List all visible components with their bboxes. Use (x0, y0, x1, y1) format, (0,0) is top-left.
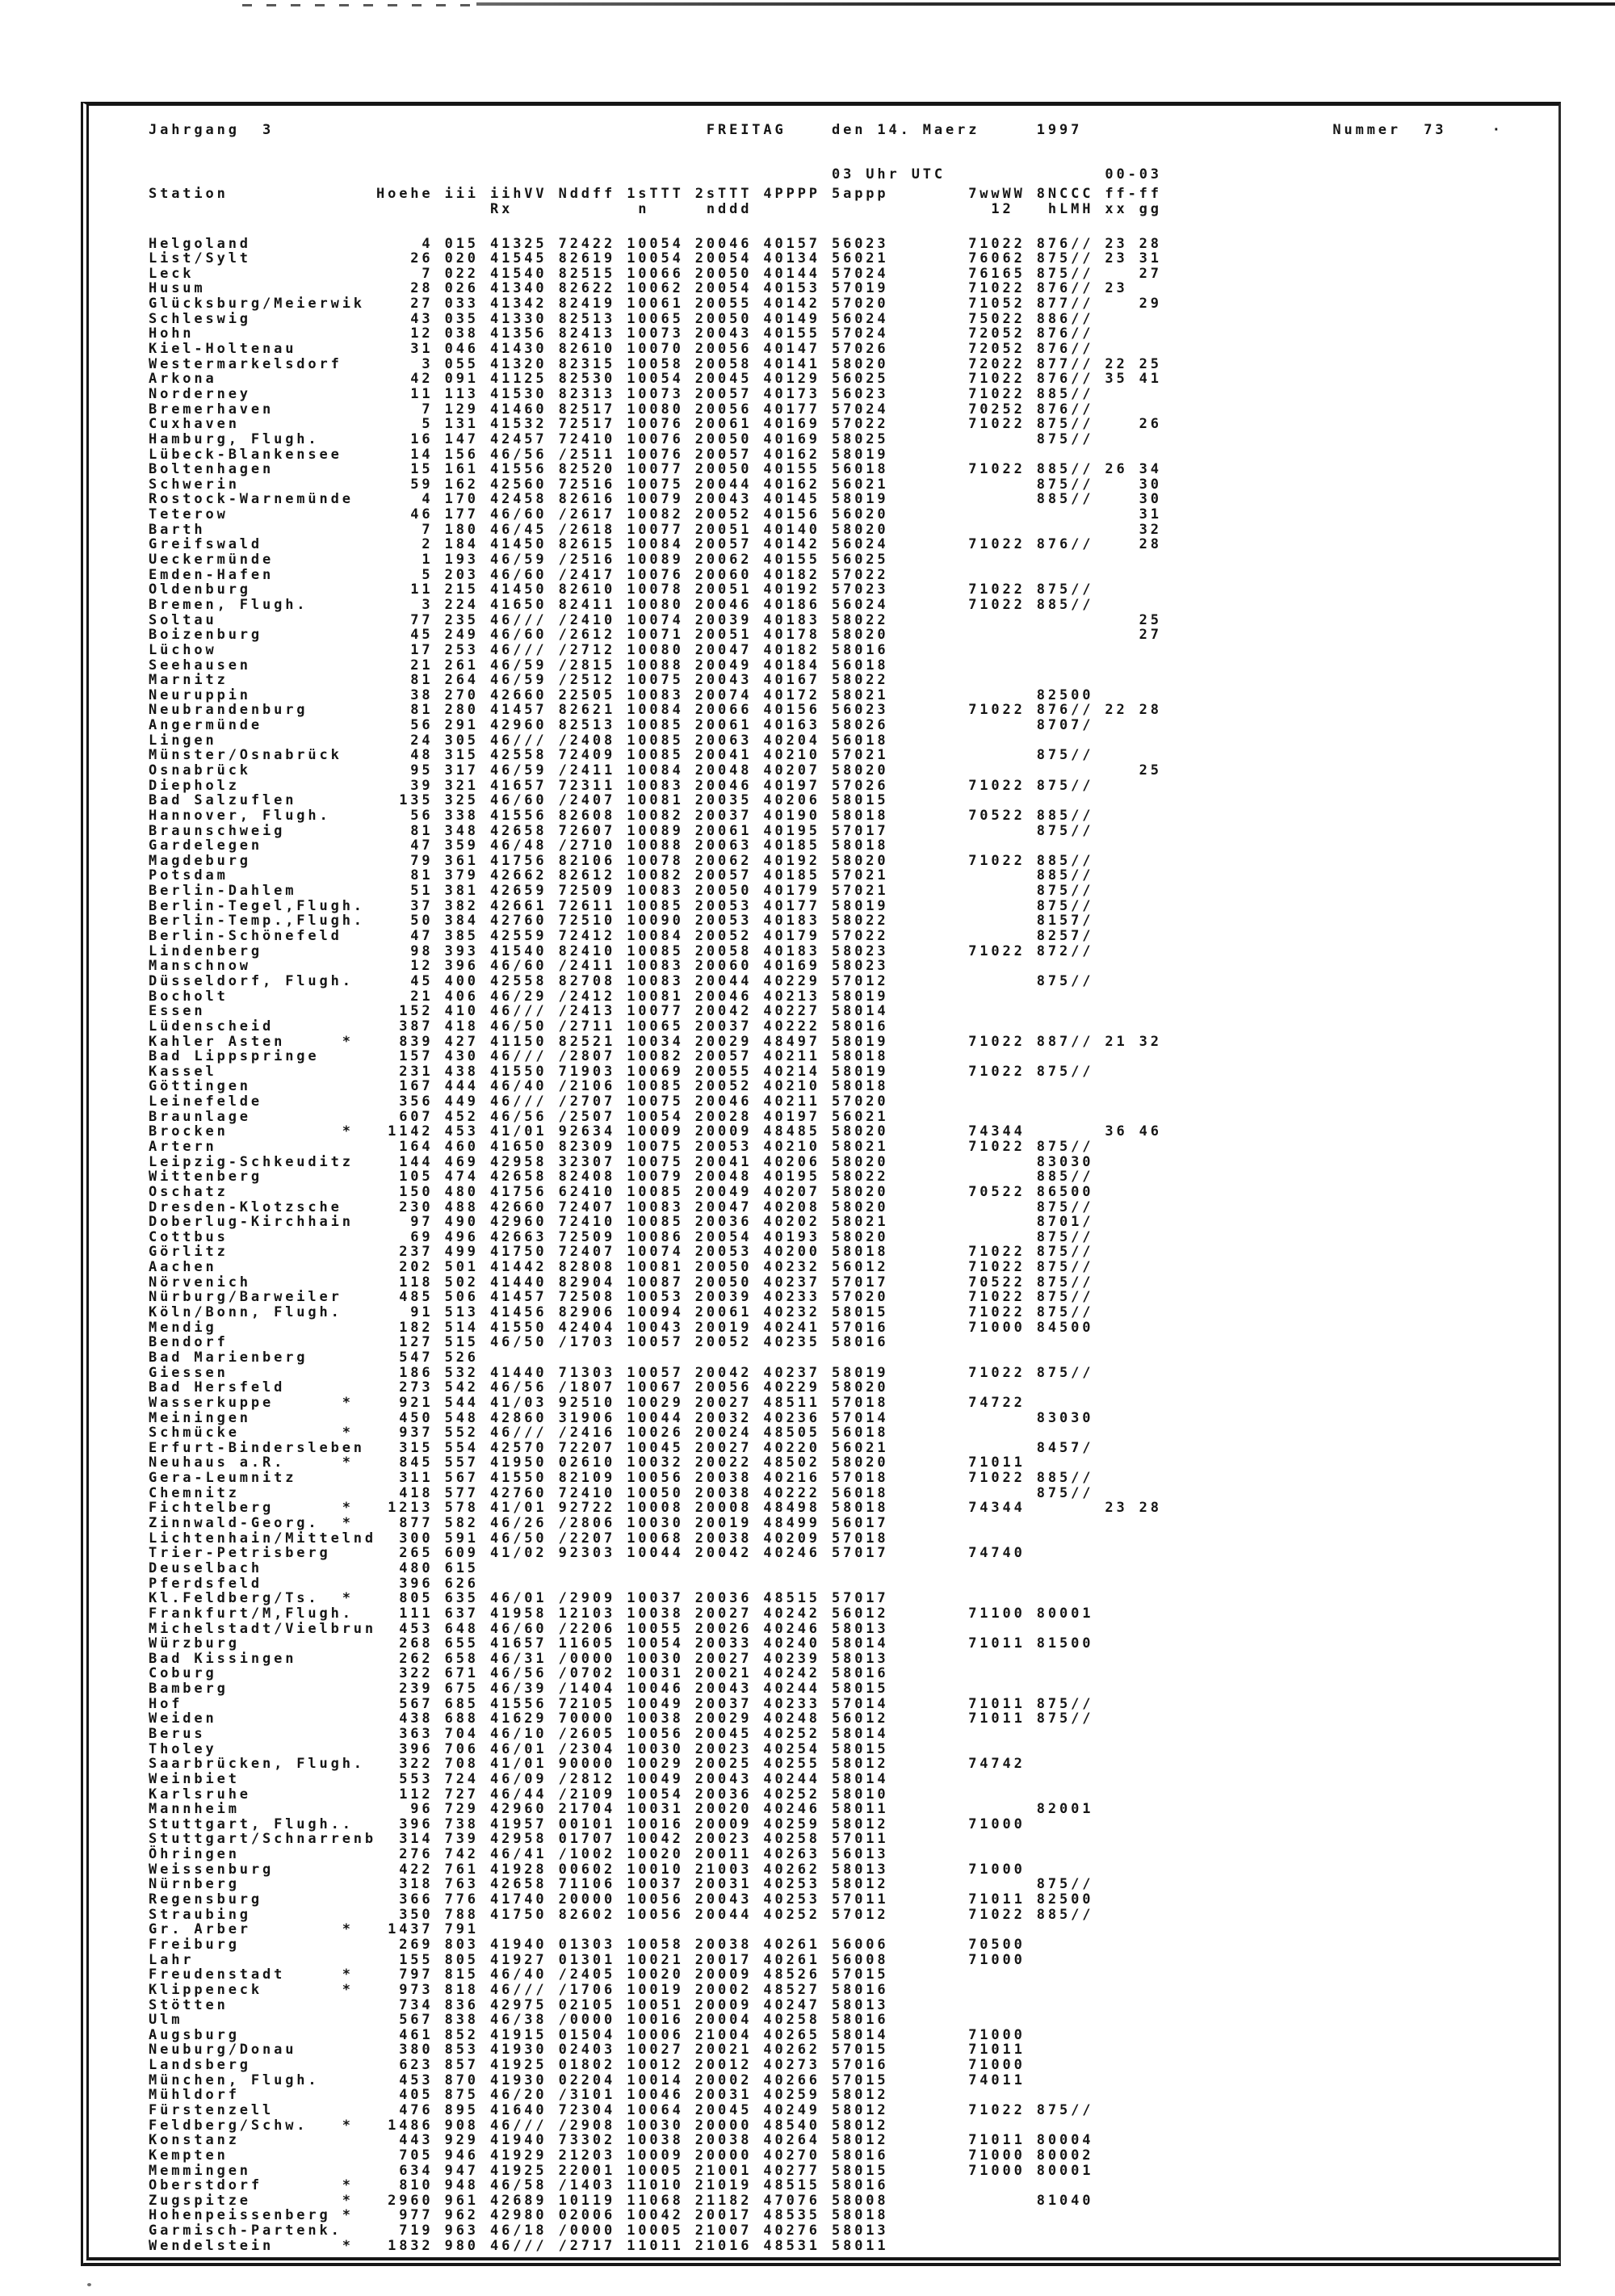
station-row: Giessen 186 532 41440 71303 10057 20042 40237 58019 71022 875// (149, 1364, 1094, 1381)
column-subheader-row: Rx n nddd 12 hLMH xx gg (149, 200, 1162, 217)
station-row: Göttingen 167 444 46/40 /2106 10085 20052 40210 58018 (149, 1078, 889, 1095)
station-row: Wendelstein * 1832 980 46/// /2717 11011 21016 48531 58011 (149, 2237, 889, 2254)
station-row: Osnabrück 95 317 46/59 /2411 10084 20048 40207 58020 25 (149, 762, 1162, 779)
station-row: Bad Hersfeld 273 542 46/56 /1807 10067 20056 40229 58020 (149, 1379, 889, 1396)
date: den 14. Maerz (832, 122, 980, 138)
station-row: Manschnow 12 396 46/60 /2411 10083 20060 40169 58023 (149, 958, 889, 975)
station-row: Marnitz 81 264 46/59 /2512 10075 20043 40167 58022 (149, 672, 889, 689)
station-row: Pferdsfeld 396 626 (149, 1575, 479, 1592)
station-row: Karlsruhe 112 727 46/44 /2109 10054 20036 40252 58010 (149, 1786, 889, 1803)
station-row: Glücksburg/Meierwik 27 033 41342 82419 10061 20055 40142 57020 71052 877// 29 (149, 296, 1162, 313)
station-row: Nürburg/Barweiler 485 506 41457 72508 10053 20039 40233 57020 71022 875// (149, 1289, 1094, 1306)
station-row: Oschatz 150 480 41756 62410 10085 20049 40207 58020 70522 86500 (149, 1183, 1094, 1200)
station-row: Trier-Petrisberg 265 609 41/02 92303 10044 20042 40246 57017 74740 (149, 1545, 1026, 1562)
station-row: Leck 7 022 41540 82515 10066 20050 40144 57024 76165 875// 27 (149, 265, 1162, 282)
station-row: Boizenburg 45 249 46/60 /2612 10071 20051 40178 58020 27 (149, 627, 1162, 644)
station-row: Berus 363 704 46/10 /2605 10056 20045 40252 58014 (149, 1725, 889, 1742)
scan-dot: · (1491, 122, 1504, 138)
station-row: Dresden-Klotzsche 230 488 42660 72407 10083 20047 40208 58020 875// (149, 1198, 1094, 1215)
station-row: Stuttgart/Schnarrenb 314 739 42958 01707 10042 20023 40258 57011 (149, 1831, 889, 1848)
station-row: Nürnberg 318 763 42658 71106 10037 20031 40253 58012 875// (149, 1876, 1094, 1893)
station-row: Braunlage 607 452 46/56 /2507 10054 20028 40197 56021 (149, 1108, 889, 1125)
observation-hour: 03 Uhr UTC (832, 166, 946, 183)
station-row: Coburg 322 671 46/56 /0702 10031 20021 40242 58016 (149, 1665, 889, 1682)
station-row: Wittenberg 105 474 42658 82408 10079 20048 40195 58022 885// (149, 1169, 1094, 1186)
station-row: Saarbrücken, Flugh. 322 708 41/01 90000 10029 20025 40255 58012 74742 (149, 1756, 1026, 1773)
nummer-label: Nummer (1332, 122, 1401, 138)
station-row: Mendig 182 514 41550 42404 10043 20019 40241 57016 71000 84500 (149, 1319, 1094, 1336)
station-row: Stötten 734 836 42975 02105 10051 20009 40247 58013 (149, 1996, 889, 2013)
station-row: Lüdenscheid 387 418 46/50 /2711 10065 20037 40222 58016 (149, 1018, 889, 1035)
station-row: Stuttgart, Flugh.. 396 738 41957 00101 10016 20009 40259 58012 71000 (149, 1815, 1026, 1832)
station-row: Teterow 46 177 46/60 /2617 10082 20052 40156 56020 31 (149, 506, 1162, 523)
station-row: Gr. Arber * 1437 791 (149, 1921, 479, 1938)
time-header (149, 167, 1558, 183)
station-row: Neuruppin 38 270 42660 22505 10083 20074 40172 58021 82500 (149, 686, 1094, 703)
station-row: Berlin-Schönefeld 47 385 42559 72412 10084 20052 40179 57022 8257/ (149, 928, 1094, 945)
station-row: Magdeburg 79 361 41756 82106 10078 20062 40192 58020 71022 885// (149, 852, 1094, 869)
station-row: Bremen, Flugh. 3 224 41650 82411 10080 20046 40186 56024 71022 885// (149, 596, 1094, 613)
station-row: Zinnwald-Georg. * 877 582 46/26 /2806 10030 20019 48499 56017 (149, 1515, 889, 1532)
station-row: Regensburg 366 776 41740 20000 10056 20043 40253 57011 71011 82500 (149, 1891, 1094, 1908)
station-row: Brocken * 1142 453 41/01 92634 10009 20009 48485 58020 74344 36 46 (149, 1123, 1162, 1140)
station-row: Nörvenich 118 502 41440 82904 10087 20050 40237 57017 70522 875// (149, 1274, 1094, 1291)
station-row: Oberstdorf * 810 948 46/58 /1403 11010 21019 48515 58016 (149, 2177, 889, 2194)
station-row: Lüchow 17 253 46/// /2712 10080 20047 40182 58016 (149, 641, 889, 658)
station-row: Lingen 24 305 46/// /2408 10085 20063 40204 56018 (149, 732, 889, 749)
station-row: Emden-Hafen 5 203 46/60 /2417 10076 20060 40182 57022 (149, 566, 889, 583)
station-row: Neuburg/Donau 380 853 41930 02403 10027 20021 40262 57015 71011 (149, 2042, 1026, 2059)
station-row: Michelstadt/Vielbrun 453 648 46/60 /2206 10055 20026 40246 58013 (149, 1620, 889, 1637)
station-row: Cuxhaven 5 131 41532 72517 10076 20061 40169 57022 71022 875// 26 (149, 416, 1162, 433)
period: 00-03 (1105, 166, 1162, 183)
station-row: Frankfurt/M,Flugh. 111 637 41958 12103 10038 20027 40242 56012 71100 80001 (149, 1605, 1094, 1622)
station-row: Würzburg 268 655 41657 11605 10054 20033 40240 58014 71011 81500 (149, 1635, 1094, 1652)
station-row: Mühldorf 405 875 46/20 /3101 10046 20031 40259 58012 (149, 2087, 889, 2104)
station-row: Doberlug-Kirchhain 97 490 42960 72410 10085 20036 40202 58021 8701/ (149, 1214, 1094, 1231)
station-row: Bad Salzuflen 135 325 46/60 /2407 10081 20035 40206 58015 (149, 792, 889, 809)
station-row: Hohn 12 038 41356 82413 10073 20043 40155 57024 72052 876// (149, 325, 1094, 342)
station-row: Bocholt 21 406 46/29 /2412 10081 20046 40213 58019 (149, 988, 889, 1005)
station-row: Memmingen 634 947 41925 22001 10005 21001 40277 58015 71000 80001 (149, 2162, 1094, 2179)
station-row: Bendorf 127 515 46/50 /1703 10057 20052 40235 58016 (149, 1334, 889, 1351)
station-row: Tholey 396 706 46/01 /2304 10030 20023 40254 58015 (149, 1740, 889, 1757)
station-row: Meiningen 450 548 42860 31906 10044 20032 40236 57014 83030 (149, 1409, 1094, 1426)
station-row: Artern 164 460 41650 82309 10075 20053 40210 58021 71022 875// (149, 1139, 1094, 1155)
station-row: Hamburg, Flugh. 16 147 42457 72410 10076 20050 40169 58025 875// (149, 430, 1094, 447)
station-row: Bremerhaven 7 129 41460 82517 10080 20056 40177 57024 70252 876// (149, 401, 1094, 418)
station-row: Erfurt-Bindersleben 315 554 42570 72207 10045 20027 40220 56021 8457/ (149, 1439, 1094, 1456)
station-row: Cottbus 69 496 42663 72509 10086 20054 40193 58020 875// (149, 1228, 1094, 1245)
scan-streak-dashed (242, 4, 476, 6)
jahrgang-label: Jahrgang (149, 122, 240, 138)
station-row: Hannover, Flugh. 56 338 41556 82608 10082 20037 40190 58018 70522 885// (149, 807, 1094, 824)
station-row: List/Sylt 26 020 41545 82619 10054 20054 40134 56021 76062 875// 23 31 (149, 250, 1162, 267)
station-row: Kempten 705 946 41929 21203 10009 20000 40270 58016 71000 80002 (149, 2147, 1094, 2164)
station-row: Seehausen 21 261 46/59 /2815 10088 20049 40184 56018 (149, 657, 889, 674)
station-row: Boltenhagen 15 161 41556 82520 10077 20050 40155 56018 71022 885// 26 34 (149, 461, 1162, 478)
station-row: Fürstenzell 476 895 41640 72304 10064 20045 40249 58012 71022 875// (149, 2102, 1094, 2118)
scan-dot-speck (87, 2283, 91, 2286)
station-row: Kiel-Holtenau 31 046 41430 82610 10070 20056 40147 57026 72052 876// (149, 341, 1094, 358)
station-row: Schleswig 43 035 41330 82513 10065 20050 40149 56024 75022 886// (149, 310, 1094, 327)
station-row: Bad Marienberg 547 526 (149, 1349, 479, 1366)
station-row: Straubing 350 788 41750 82602 10056 20044 40252 57012 71022 885// (149, 1906, 1094, 1923)
station-row: Kl.Feldberg/Ts. * 805 635 46/01 /2909 10037 20036 48515 57017 (149, 1590, 889, 1607)
station-row: Bamberg 239 675 46/39 /1404 10046 20043 40244 58015 (149, 1681, 889, 1698)
station-row: Arkona 42 091 41125 82530 10054 20045 40129 56025 71022 876// 35 41 (149, 371, 1162, 388)
station-row: Freudenstadt * 797 815 46/40 /2405 10020 20009 48526 57015 (149, 1967, 889, 1983)
station-row: Leipzig-Schkeuditz 144 469 42958 32307 10075 20041 40206 58020 83030 (149, 1153, 1094, 1170)
station-row: Kahler Asten * 839 427 41150 82521 10034 20029 48497 58019 71022 887// 21 32 (149, 1033, 1162, 1050)
station-row: Feldberg/Schw. * 1486 908 46/// /2908 10030 20000 48540 58012 (149, 2117, 889, 2134)
station-row: Greifswald 2 184 41450 82615 10084 20057 40142 56024 71022 876// 28 (149, 536, 1162, 553)
station-row: Konstanz 443 929 41940 73302 10038 20038 40264 58012 71011 80004 (149, 2132, 1094, 2149)
station-row: Berlin-Tegel,Flugh. 37 382 42661 72611 10085 20053 40177 58019 875// (149, 897, 1094, 914)
station-row: Essen 152 410 46/// /2413 10077 20042 40227 58014 (149, 1003, 889, 1020)
station-row: Oldenburg 11 215 41450 82610 10078 20051 40192 57023 71022 875// (149, 581, 1094, 598)
station-row: Norderney 11 113 41530 82313 10073 20057 40173 56023 71022 885// (149, 385, 1094, 402)
station-row: Hof 567 685 41556 72105 10049 20037 40233 57014 71011 875// (149, 1695, 1094, 1712)
station-row: Westermarkelsdorf 3 055 41320 82315 10058 20058 40141 58020 72022 877// 22 25 (149, 355, 1162, 372)
station-row: Lübeck-Blankensee 14 156 46/56 /2511 10076 20057 40162 58019 (149, 446, 889, 463)
station-row: Berlin-Dahlem 51 381 42659 72509 10083 20050 40179 57021 875// (149, 883, 1094, 900)
station-row: Barth 7 180 46/45 /2618 10077 20051 40140 58020 32 (149, 521, 1162, 538)
station-row: Neubrandenburg 81 280 41457 82621 10084 20066 40156 56023 71022 876// 22 28 (149, 702, 1162, 719)
station-row: Braunschweig 81 348 42658 72607 10089 20061 40195 57017 875// (149, 822, 1094, 839)
station-row: München, Flugh. 453 870 41930 02204 10014 20002 40266 57015 74011 (149, 2071, 1026, 2088)
station-row: Schwerin 59 162 42560 72516 10075 20044 40162 56021 875// 30 (149, 476, 1162, 493)
station-row: Freiburg 269 803 41940 01303 10058 20038 40261 56006 70500 (149, 1936, 1026, 1953)
station-row: Weiden 438 688 41629 70000 10038 20029 40248 56012 71011 875// (149, 1710, 1094, 1727)
station-row: Schmücke * 937 552 46/// /2416 10026 20024 48505 56018 (149, 1425, 889, 1442)
station-row: Ulm 567 838 46/38 /0000 10016 20004 40258 58016 (149, 2012, 889, 2029)
nummer-value: 73 (1424, 122, 1447, 138)
station-row: Bad Kissingen 262 658 46/31 /0000 10030 20027 40239 58013 (149, 1650, 889, 1667)
station-row: Weissenburg 422 761 41928 00602 10010 21003 40262 58013 71000 (149, 1861, 1026, 1878)
station-row: Berlin-Temp.,Flugh. 50 384 42760 72510 10090 20053 40183 58022 8157/ (149, 913, 1094, 930)
jahrgang-value: 3 (262, 122, 275, 138)
station-row: Weinbiet 553 724 46/09 /2812 10049 20043 40244 58014 (149, 1770, 889, 1787)
station-row: Zugspitze * 2960 961 42689 10119 11068 21182 47076 58008 81040 (149, 2192, 1094, 2209)
station-row: Münster/Osnabrück 48 315 42558 72409 10085 20041 40210 57021 875// (149, 747, 1094, 764)
station-row: Gera-Leumnitz 311 567 41550 82109 10056 20038 40216 57018 71022 885// (149, 1470, 1094, 1487)
spacer (149, 217, 1558, 237)
station-row: Augsburg 461 852 41915 01504 10006 21004 40265 58014 71000 (149, 2026, 1026, 2043)
weather-table (149, 187, 1558, 2253)
station-row: Görlitz 237 499 41750 72407 10074 20053 40200 58018 71022 875// (149, 1244, 1094, 1261)
station-row: Helgoland 4 015 41325 72422 10054 20046 40157 56023 71022 876// 23 28 (149, 235, 1162, 252)
station-row: Klippeneck * 973 818 46/// /1706 10019 20002 48527 58016 (149, 1981, 889, 1998)
spacer (149, 138, 1558, 167)
station-row: Ueckermünde 1 193 46/59 /2516 10089 20062 40155 56025 (149, 552, 889, 569)
station-row: Düsseldorf, Flugh. 45 400 42558 82708 10083 20044 40229 57012 875// (149, 972, 1094, 989)
station-row: Lindenberg 98 393 41540 82410 10085 20058 40183 58023 71022 872// (149, 942, 1094, 959)
station-row: Angermünde 56 291 42960 82513 10085 20061 40163 58026 8707/ (149, 717, 1094, 734)
station-row: Bad Lippspringe 157 430 46/// /2807 10082 20057 40211 58018 (149, 1048, 889, 1065)
station-row: Husum 28 026 41340 82622 10062 20054 40153 57019 71022 876// 23 (149, 280, 1128, 297)
station-row: Hohenpeissenberg * 977 962 42980 02006 10042 20017 48535 58018 (149, 2207, 889, 2224)
station-row: Deuselbach 480 615 (149, 1559, 479, 1576)
station-row: Soltau 77 235 46/// /2410 10074 20039 40183 58022 25 (149, 611, 1162, 628)
station-row: Rostock-Warnemünde 4 170 42458 82616 10079 20043 40145 58019 885// 30 (149, 491, 1162, 508)
station-row: Gardelegen 47 359 46/48 /2710 10088 20063 40185 58018 (149, 837, 889, 854)
year: 1997 (1036, 122, 1083, 138)
column-header-row: Station Hoehe iii iihVV Nddff 1sTTT 2sTTT 4PPPP 5appp 7wwWW 8NCCC ff-ff (149, 186, 1162, 203)
scan-streak-solid (476, 2, 1615, 6)
station-row: Köln/Bonn, Flugh. 91 513 41456 82906 10094 20061 40232 58015 71022 875// (149, 1304, 1094, 1321)
station-row: Öhringen 276 742 46/41 /1002 10020 20011 40263 56013 (149, 1846, 889, 1863)
masthead (149, 123, 1558, 138)
station-row: Leinefelde 356 449 46/// /2707 10075 20046 40211 57020 (149, 1093, 889, 1110)
station-row: Diepholz 39 321 41657 72311 10083 20046 40197 57026 71022 875// (149, 777, 1094, 794)
station-row: Fichtelberg * 1213 578 41/01 92722 10008 20008 48498 58018 74344 23 28 (149, 1500, 1162, 1517)
printout-frame (81, 102, 1561, 2266)
station-row: Aachen 202 501 41442 82808 10081 20050 40232 56012 71022 875// (149, 1259, 1094, 1276)
station-row: Mannheim 96 729 42960 21704 10031 20020 40246 58011 82001 (149, 1801, 1094, 1818)
weekday: FREITAG (706, 122, 787, 138)
station-row: Kassel 231 438 41550 71903 10069 20055 40214 58019 71022 875// (149, 1063, 1094, 1080)
station-row: Lahr 155 805 41927 01301 10021 20017 40261 56008 71000 (149, 1951, 1026, 1968)
station-row: Neuhaus a.R. * 845 557 41950 02610 10032 20022 48502 58020 71011 (149, 1454, 1026, 1471)
station-row: Landsberg 623 857 41925 01802 10012 20012 40273 57016 71000 (149, 2057, 1026, 2074)
printout-content (89, 106, 1558, 2253)
station-row: Lichtenhain/Mittelnd 300 591 46/50 /2207 10068 20038 40209 57018 (149, 1530, 889, 1547)
station-row: Potsdam 81 379 42662 82612 10082 20057 40185 57021 885// (149, 867, 1094, 884)
station-row: Wasserkuppe * 921 544 41/03 92510 10029 20027 48511 57018 74722 (149, 1394, 1026, 1411)
station-row: Garmisch-Partenk. 719 963 46/18 /0000 10005 21007 40276 58013 (149, 2223, 889, 2239)
station-row: Chemnitz 418 577 42760 72410 10050 20038 40222 56018 875// (149, 1484, 1094, 1501)
